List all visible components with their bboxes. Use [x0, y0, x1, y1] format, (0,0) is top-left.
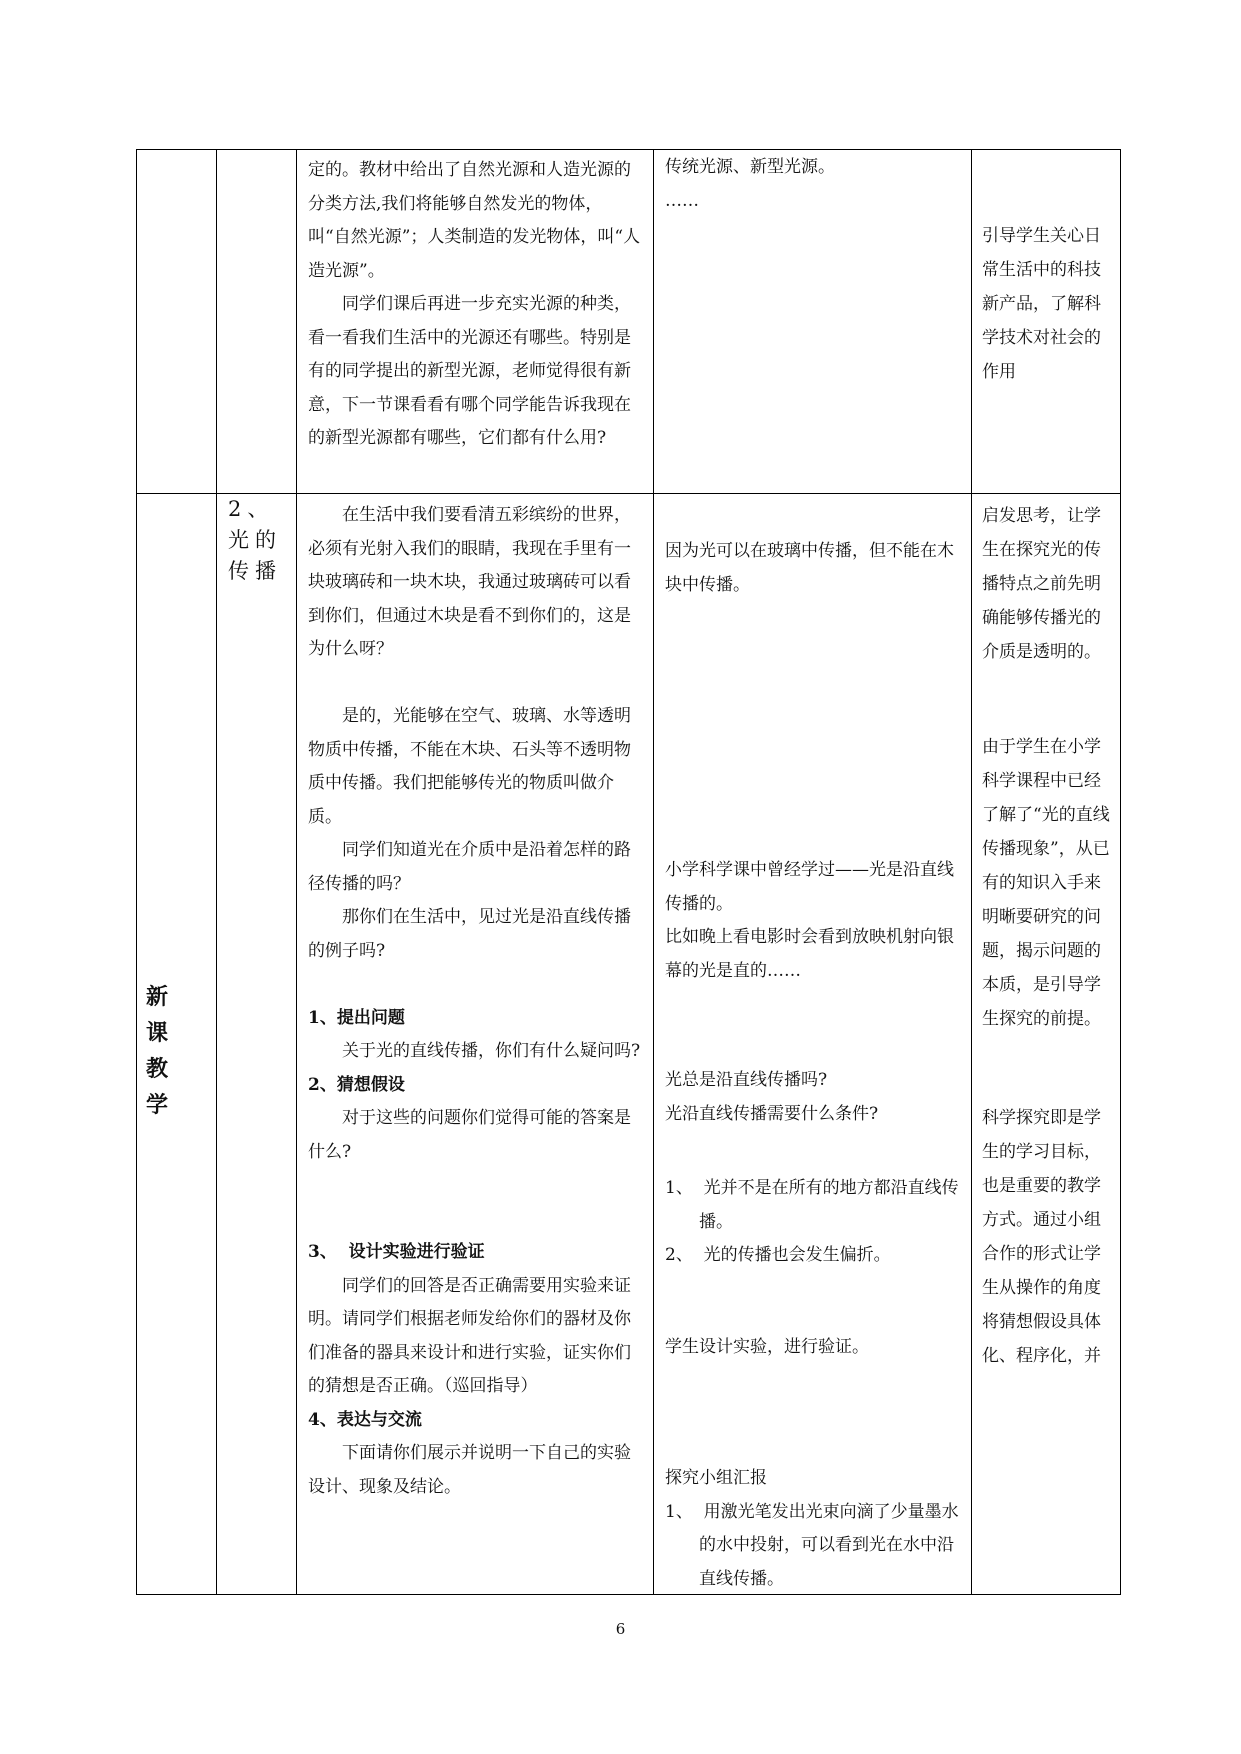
para-experiment: 同学们的回答是否正确需要用实验来证明。请同学们根据老师发给你们的器材及你们准备的器具来设计和进行实验，证实你们的猜想是否正确。（巡回指导）: [308, 1275, 631, 1396]
col-border-6: [1120, 149, 1121, 1595]
row2-student-f: [665, 1462, 965, 1596]
section-label-char: 教: [145, 1057, 168, 1082]
row2-para-examples: 那你们在生活中，见过光是沿直线传播的例子吗?: [308, 907, 631, 961]
page-number: 6: [615, 1620, 626, 1638]
table-top-border: [136, 149, 1120, 150]
student-answer-projector: 比如晚上看电影时会看到放映机射向银幕的光是直的……: [665, 927, 954, 981]
row2-intent-b: [982, 730, 1110, 1036]
student-answer-straight: 小学科学课中曾经学过——光是沿直线传播的。: [665, 860, 954, 914]
student-question-1: 光总是沿直线传播吗?: [665, 1070, 828, 1090]
row1-teacher-activity: [308, 154, 644, 456]
row2-para-path: 同学们知道光在介质中是沿着怎样的路径传播的吗？: [308, 840, 631, 894]
heading-experiment: 3、 设计实验进行验证: [308, 1242, 485, 1262]
row2-student-d: [665, 1172, 965, 1273]
row2-student-b: [665, 854, 965, 988]
row2-intent-c: [982, 1101, 1110, 1373]
row2-intent-a: [982, 499, 1110, 669]
row2-para-medium: 是的，光能够在空气、玻璃、水等透明物质中传播，不能在木块、石头等不透明物质中传播。我们把能够传光的物质叫做介质。: [308, 706, 631, 827]
section-label: [137, 980, 177, 1124]
heading-hypothesis: 2、猜想假设: [308, 1074, 405, 1095]
section-label-char: 课: [145, 1021, 168, 1046]
row1-design-intent: [982, 219, 1110, 389]
para-communicate: 下面请你们展示并说明一下自己的实验设计、现象及结论。: [308, 1443, 631, 1497]
row1-student-activity: [665, 151, 965, 218]
row1-intent-text: 引导学生关心日常生活中的科技新产品，了解科学技术对社会的作用: [982, 226, 1101, 382]
row1-para-1: 定的。教材中给出了自然光源和人造光源的分类方法,我们将能够自然发光的物体，叫“自然光源”；人类制造的发光物体，叫“人造光源”。: [308, 160, 641, 281]
student-design-experiment: 学生设计实验，进行验证。: [665, 1337, 869, 1357]
row2-student-c: [665, 1064, 965, 1131]
row2-teacher-activity: [308, 499, 644, 1504]
row1-student-line-1: 传统光源、新型光源。: [665, 157, 835, 177]
row1-para-2: 同学们课后再进一步充实光源的种类，看一看我们生活中的光源还有哪些。特别是有的同学提出的新型光源，老师觉得很有新意，下一节课看看有哪个同学能告诉我现在的新型光源都有哪些，它们都有什么用?: [308, 294, 631, 448]
col-border-4: [653, 149, 654, 1595]
group-report-item: 1、 用激光笔发出光束向滴了少量墨水的水中投射，可以看到光在水中沿直线传播。: [665, 1501, 959, 1589]
row1-student-line-2: ……: [665, 190, 699, 211]
para-ask-question: 关于光的直线传播，你们有什么疑问吗?: [342, 1041, 641, 1061]
intent-inquiry: 科学探究即是学生的学习目标，也是重要的教学方式。通过小组合作的形式让学生从操作的角度将猜想假设具体化、程序化，并: [982, 1108, 1101, 1366]
table-bottom-border: [136, 1594, 1120, 1595]
col-border-3: [296, 149, 297, 1595]
group-report-title: 探究小组汇报: [665, 1468, 767, 1488]
intent-prior-knowledge: 由于学生在小学科学课程中已经了解了“光的直线传播现象”，从已有的知识入手来明晰要研究的问题，揭示问题的本质，是引导学生探究的前提。: [982, 737, 1110, 1029]
topic-title: 2、光的传播: [228, 497, 282, 583]
student-hypothesis-1: 1、 光并不是在所有的地方都沿直线传播。: [665, 1178, 959, 1232]
heading-communicate: 4、表达与交流: [308, 1409, 422, 1430]
student-question-2: 光沿直线传播需要什么条件?: [665, 1103, 879, 1124]
col-border-5: [971, 149, 972, 1595]
student-hypothesis-2: 2、 光的传播也会发生偏折。: [665, 1245, 891, 1265]
para-hypothesis: 对于这些的问题你们觉得可能的答案是什么?: [308, 1108, 631, 1162]
section-label-char: 新: [145, 985, 168, 1010]
row2-student-e: [665, 1331, 965, 1365]
section-label-char: 学: [145, 1093, 168, 1118]
student-answer-glass: 因为光可以在玻璃中传播，但不能在木块中传播。: [665, 541, 954, 595]
row2-student-a: [665, 535, 965, 602]
col-border-2: [216, 149, 217, 1595]
intent-think: 启发思考，让学生在探究光的传播特点之前先明确能够传播光的介质是透明的。: [982, 506, 1101, 662]
row2-intro-para: 在生活中我们要看清五彩缤纷的世界，必须有光射入我们的眼睛，我现在手里有一块玻璃砖和一块木块，我通过玻璃砖可以看到你们，但通过木块是看不到你们的，这是为什么呀？: [308, 505, 631, 659]
heading-ask-question: 1、提出问题: [308, 1007, 405, 1028]
row2-topic: [228, 494, 286, 587]
col-border-1: [136, 149, 137, 1595]
